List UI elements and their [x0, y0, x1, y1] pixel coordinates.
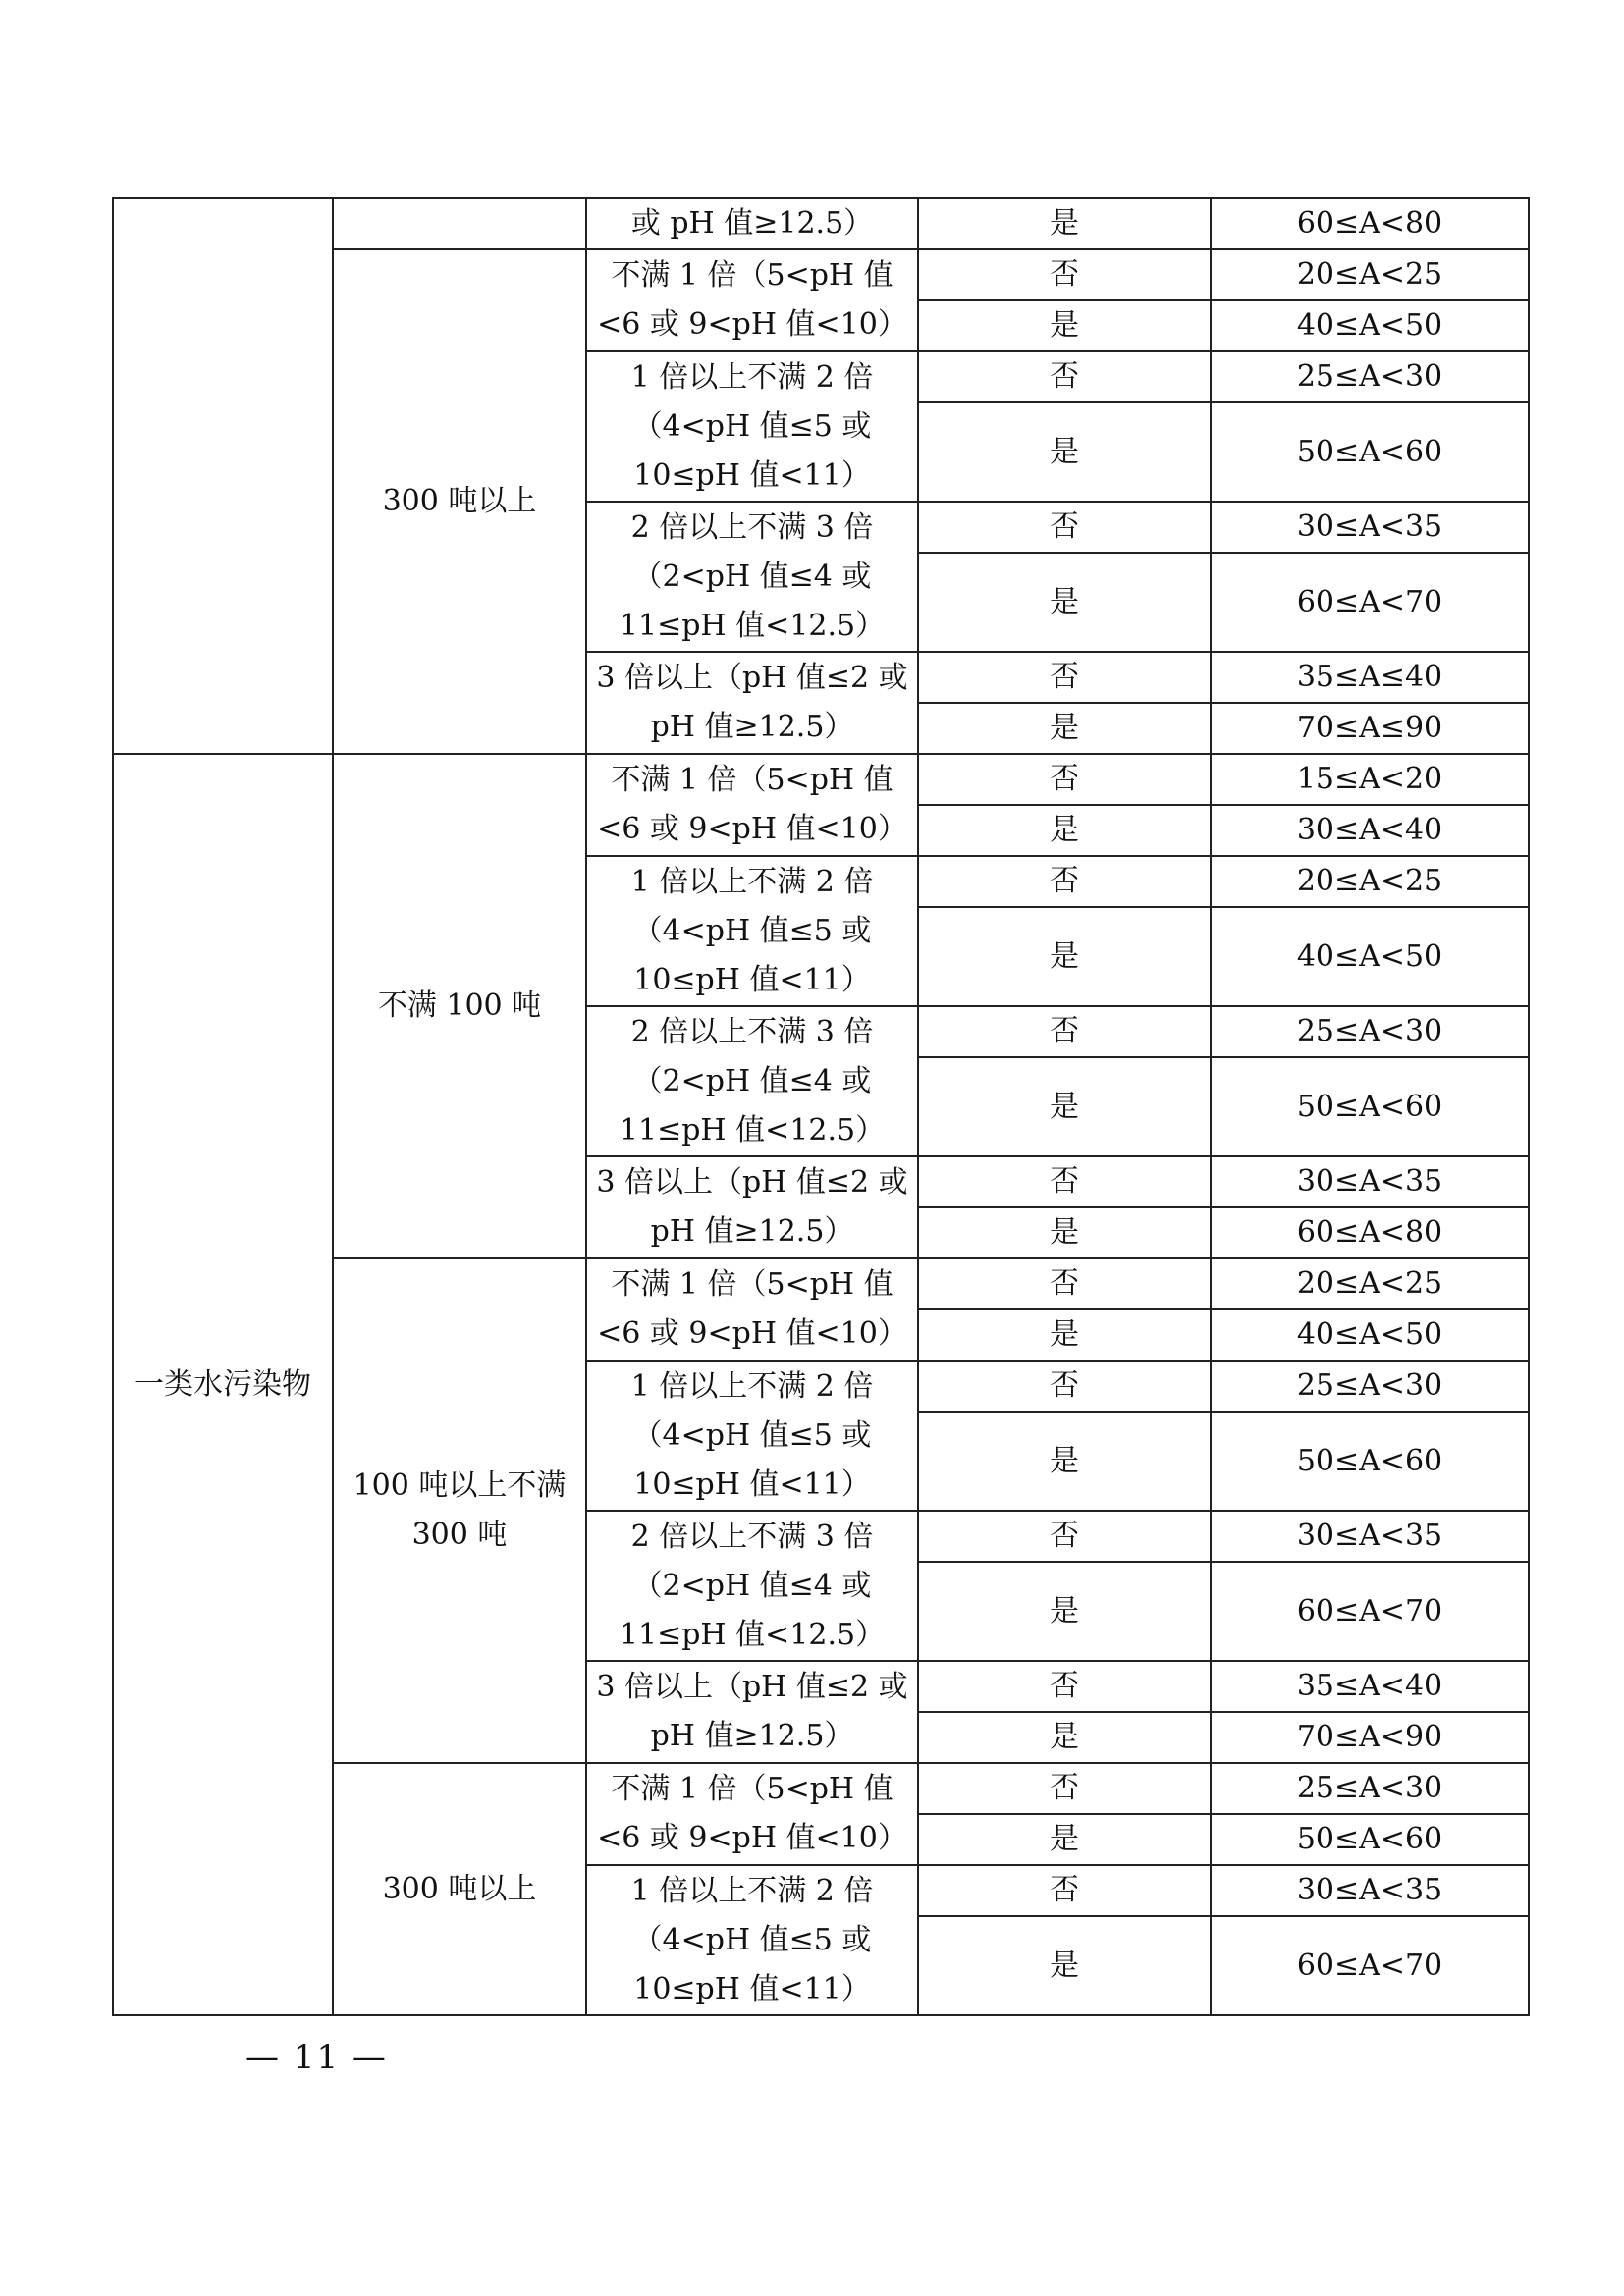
yes-no-cell: 否 [918, 1661, 1211, 1712]
yes-no-cell: 否 [918, 1006, 1211, 1057]
category-cell: 一类水污染物 [113, 754, 333, 2015]
yes-no-cell: 是 [918, 198, 1211, 249]
yes-no-cell: 是 [918, 1562, 1211, 1661]
yes-no-cell: 是 [918, 553, 1211, 652]
range-cell: 30≤A<35 [1211, 1511, 1529, 1562]
tonnage-cell: 不满 100 吨 [333, 754, 586, 1258]
yes-no-cell: 否 [918, 1156, 1211, 1207]
range-cell: 40≤A<50 [1211, 300, 1529, 351]
condition-cell: 不满 1 倍（5<pH 值<6 或 9<pH 值<10） [586, 1763, 918, 1865]
range-cell: 30≤A<35 [1211, 1865, 1529, 1916]
range-cell: 60≤A<80 [1211, 1207, 1529, 1258]
range-cell: 20≤A<25 [1211, 249, 1529, 300]
yes-no-cell: 是 [918, 1712, 1211, 1763]
yes-no-cell: 是 [918, 1412, 1211, 1511]
yes-no-cell: 否 [918, 351, 1211, 402]
range-cell: 35≤A≤40 [1211, 652, 1529, 703]
range-cell: 50≤A<60 [1211, 1412, 1529, 1511]
range-cell: 70≤A<90 [1211, 1712, 1529, 1763]
condition-cell: 2 倍以上不满 3 倍（2<pH 值≤4 或 11≤pH 值<12.5） [586, 1511, 918, 1661]
condition-cell: 不满 1 倍（5<pH 值<6 或 9<pH 值<10） [586, 249, 918, 351]
tonnage-cell: 300 吨以上 [333, 249, 586, 754]
range-cell: 50≤A<60 [1211, 402, 1529, 502]
yes-no-cell: 是 [918, 300, 1211, 351]
tonnage-cell: 300 吨以上 [333, 1763, 586, 2015]
pollution-levy-table [112, 197, 1530, 2016]
range-cell: 30≤A<35 [1211, 502, 1529, 553]
range-cell: 25≤A<30 [1211, 1763, 1529, 1814]
range-cell: 50≤A<60 [1211, 1814, 1529, 1865]
yes-no-cell: 是 [918, 907, 1211, 1006]
range-cell: 40≤A<50 [1211, 907, 1529, 1006]
range-cell: 60≤A<70 [1211, 553, 1529, 652]
category-cell-continued [113, 198, 333, 754]
page-number: — 11 — [245, 2038, 388, 2077]
condition-cell: 2 倍以上不满 3 倍（2<pH 值≤4 或 11≤pH 值<12.5） [586, 502, 918, 652]
yes-no-cell: 是 [918, 703, 1211, 754]
tonnage-cell-continued [333, 198, 586, 249]
condition-cell: 2 倍以上不满 3 倍（2<pH 值≤4 或 11≤pH 值<12.5） [586, 1006, 918, 1156]
yes-no-cell: 是 [918, 402, 1211, 502]
yes-no-cell: 是 [918, 1309, 1211, 1361]
range-cell: 40≤A<50 [1211, 1309, 1529, 1361]
range-cell: 60≤A<70 [1211, 1916, 1529, 2015]
yes-no-cell: 否 [918, 1865, 1211, 1916]
yes-no-cell: 是 [918, 805, 1211, 856]
condition-cell: 或 pH 值≥12.5） [586, 198, 918, 249]
condition-cell: 3 倍以上（pH 值≤2 或 pH 值≥12.5） [586, 1156, 918, 1258]
condition-cell: 3 倍以上（pH 值≤2 或 pH 值≥12.5） [586, 1661, 918, 1763]
yes-no-cell: 是 [918, 1057, 1211, 1156]
yes-no-cell: 否 [918, 502, 1211, 553]
condition-cell: 3 倍以上（pH 值≤2 或 pH 值≥12.5） [586, 652, 918, 754]
yes-no-cell: 否 [918, 652, 1211, 703]
range-cell: 60≤A<80 [1211, 198, 1529, 249]
yes-no-cell: 否 [918, 1763, 1211, 1814]
range-cell: 25≤A<30 [1211, 1006, 1529, 1057]
condition-cell: 不满 1 倍（5<pH 值<6 或 9<pH 值<10） [586, 754, 918, 856]
condition-cell: 1 倍以上不满 2 倍（4<pH 值≤5 或 10≤pH 值<11） [586, 856, 918, 1006]
condition-cell: 1 倍以上不满 2 倍（4<pH 值≤5 或 10≤pH 值<11） [586, 1865, 918, 2015]
yes-no-cell: 否 [918, 1361, 1211, 1412]
range-cell: 20≤A<25 [1211, 1258, 1529, 1309]
range-cell: 20≤A<25 [1211, 856, 1529, 907]
yes-no-cell: 是 [918, 1814, 1211, 1865]
range-cell: 30≤A<40 [1211, 805, 1529, 856]
range-cell: 25≤A<30 [1211, 1361, 1529, 1412]
yes-no-cell: 是 [918, 1207, 1211, 1258]
range-cell: 25≤A<30 [1211, 351, 1529, 402]
range-cell: 60≤A<70 [1211, 1562, 1529, 1661]
range-cell: 70≤A≤90 [1211, 703, 1529, 754]
condition-cell: 不满 1 倍（5<pH 值<6 或 9<pH 值<10） [586, 1258, 918, 1361]
condition-cell: 1 倍以上不满 2 倍（4<pH 值≤5 或 10≤pH 值<11） [586, 351, 918, 502]
tonnage-cell: 100 吨以上不满 300 吨 [333, 1258, 586, 1763]
yes-no-cell: 是 [918, 1916, 1211, 2015]
yes-no-cell: 否 [918, 1511, 1211, 1562]
range-cell: 30≤A<35 [1211, 1156, 1529, 1207]
yes-no-cell: 否 [918, 249, 1211, 300]
range-cell: 35≤A<40 [1211, 1661, 1529, 1712]
yes-no-cell: 否 [918, 856, 1211, 907]
yes-no-cell: 否 [918, 1258, 1211, 1309]
range-cell: 50≤A<60 [1211, 1057, 1529, 1156]
condition-cell: 1 倍以上不满 2 倍（4<pH 值≤5 或 10≤pH 值<11） [586, 1361, 918, 1511]
yes-no-cell: 否 [918, 754, 1211, 805]
range-cell: 15≤A<20 [1211, 754, 1529, 805]
